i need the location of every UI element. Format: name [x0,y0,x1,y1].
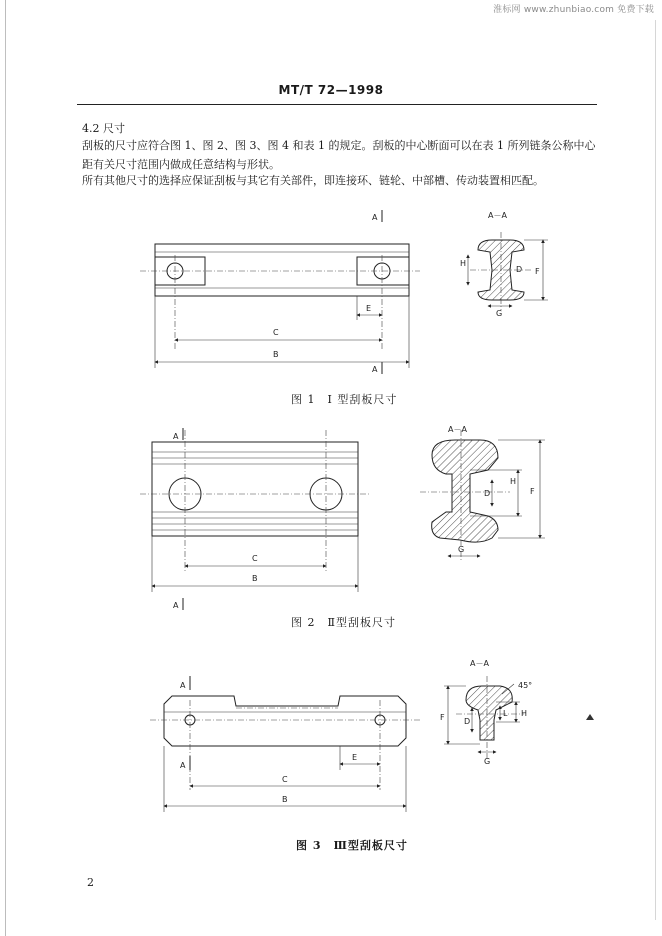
paragraph-other-dimensions: 所有其他尺寸的选择应保证刮板与其它有关部件，即连接环、链轮、中部槽、传动装置相匹配。 [82,174,544,187]
fig1-label-g: G [496,309,503,318]
fig2-label-d: D [484,489,491,498]
fig3-label-e: E [352,753,358,762]
fig2-label-c: C [252,554,258,563]
figure-1-caption: 图 1 I 型刮板尺寸 [291,393,398,406]
watermark: 淮标网 www.zhunbiao.com 免费下载 [493,5,654,15]
fig1-label-c: C [273,328,279,337]
fig1-label-b: B [273,350,279,359]
fig2-label-f: F [530,487,535,496]
figure-1-plan-view [140,210,420,374]
fig3-label-h: H [521,709,528,718]
fig2-label-g: G [458,545,465,554]
fig3-label-d: D [464,717,471,726]
fig3-section-title: A－A [470,659,489,668]
fig2-section-mark-top: A [173,432,179,441]
fig3-section-mark-top: A [180,681,186,690]
fig3-section-mark-bottom: A [180,761,186,770]
fig3-label-f: F [440,713,445,722]
fig1-section-mark-top: A [372,213,378,222]
figure-3-caption: 图 3 Ⅲ型刮板尺寸 [296,839,408,852]
paragraph-dimensions-rule: 刮板的尺寸应符合图 1、图 2、图 3、图 4 和表 1 的规定。刮板的中心断面可以在表 1 所列链条公称中心距有关尺寸范围内做成任意结构与形状。 [82,139,596,171]
fig1-label-h: H [460,259,467,268]
fig1-label-f: F [535,267,540,276]
fig1-section-title: A－A [488,211,507,220]
scan-mark [586,714,594,720]
fig2-label-b: B [252,574,258,583]
fig1-label-d: D [516,265,523,274]
fig2-section-title: A－A [448,425,467,434]
fig2-section-mark-bottom: A [173,601,179,610]
fig3-label-l: L [503,709,508,718]
figure-2-section-view [420,430,545,560]
standard-number-header: MT/T 72—1998 [278,83,384,97]
fig1-section-mark-bottom: A [372,365,378,374]
fig3-label-c: C [282,775,288,784]
fig3-label-b: B [282,795,288,804]
fig3-label-g: G [484,757,491,766]
figure-3-plan-view [150,676,420,812]
fig2-label-h: H [510,477,517,486]
fig3-label-angle: 45° [518,681,533,690]
fig1-label-e: E [366,304,372,313]
page-number: 2 [87,876,94,889]
figure-3-section-view [444,676,524,760]
figure-2-caption: 图 2 Ⅱ型刮板尺寸 [291,616,396,629]
section-title: 4.2 尺寸 [82,122,125,135]
